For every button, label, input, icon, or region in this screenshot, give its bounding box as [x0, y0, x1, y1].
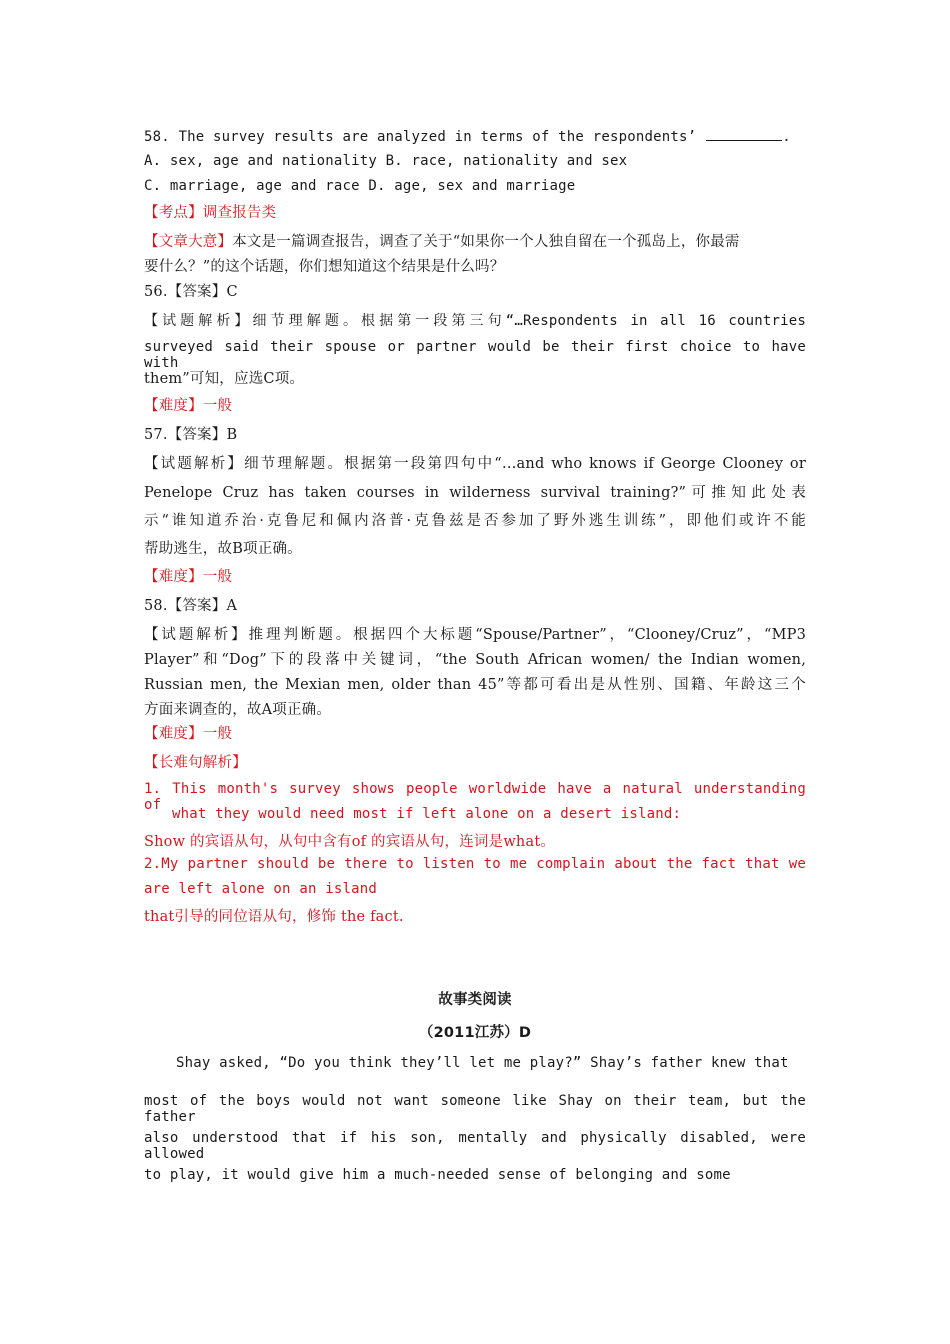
- analysis-56-line-1: 【试题解析】细节理解题。根据第一段第三句“…Respondents in all 16 countries: [144, 313, 806, 329]
- analysis-57-line-4: 帮助逃生，故B项正确。: [144, 541, 302, 557]
- story-paragraph-line-3: also understood that if his son, mentally and physically disabled, were allowed: [144, 1130, 806, 1162]
- question-58-options-row1: A. sex, age and nationality B. race, nationality and sex: [144, 153, 628, 169]
- answer-57: 57.【答案】B: [144, 427, 238, 443]
- answer-blank: [706, 128, 782, 141]
- analysis-58-line-2: Player”和“Dog”下的段落中关键词，“the South African women/ the Indian women,: [144, 652, 806, 668]
- difficulty-56: 【难度】一般: [144, 398, 233, 414]
- long-sentence-2-note: that引导的同位语从句，修饰 the fact.: [144, 909, 404, 925]
- question-58-text: 58. The survey results are analyzed in terms of the respondents’: [144, 129, 697, 145]
- summary-tag: 【文章大意】: [144, 234, 233, 250]
- analysis-58-line-1: 【试题解析】推理判断题。根据四个大标题“Spouse/Partner”，“Clooney/Cruz”，“MP3: [144, 627, 806, 643]
- summary-line-1: [144, 230, 740, 251]
- section-source: （2011江苏）D: [418, 1025, 532, 1041]
- summary-text-1: 本文是一篇调查报告，调查了关于“如果你一个人独自留在一个孤岛上，你最需: [232, 234, 740, 250]
- analysis-58-line-4: 方面来调查的，故A项正确。: [144, 702, 332, 718]
- long-sentence-2-line-1: 2.My partner should be there to listen to me complain about the fact that we: [144, 856, 806, 872]
- difficulty-57: 【难度】一般: [144, 569, 233, 585]
- story-paragraph-line-2: most of the boys would not want someone like Shay on their team, but the father: [144, 1093, 806, 1125]
- question-58-stem: [144, 128, 791, 145]
- kaodian-label: 【考点】调查报告类: [144, 205, 277, 221]
- analysis-58-line-3: Russian men, the Mexian men, older than 45”等都可看出是从性别、国籍、年龄这三个: [144, 677, 806, 693]
- long-sentence-1-line-1: 1. This month's survey shows people worldwide have a natural understanding of: [144, 781, 806, 813]
- analysis-57-line-2: Penelope Cruz has taken courses in wilderness survival training?”可推知此处表: [144, 485, 806, 501]
- question-58-options-row2: C. marriage, age and race D. age, sex and marriage: [144, 178, 576, 194]
- story-paragraph-line-4: to play, it would give him a much-needed sense of belonging and some: [144, 1167, 731, 1183]
- analysis-56-line-3: them”可知，应选C项。: [144, 371, 305, 387]
- long-sentence-1-note: Show 的宾语从句，从句中含有of 的宾语从句，连词是what。: [144, 834, 556, 850]
- section-title: 故事类阅读: [438, 992, 512, 1008]
- summary-line-2: 要什么？”的这个话题，你们想知道这个结果是什么吗？: [144, 259, 505, 275]
- long-sentence-heading: 【长难句解析】: [144, 755, 247, 771]
- answer-58: 58.【答案】A: [144, 598, 238, 614]
- long-sentence-2-line-2: are left alone on an island: [144, 881, 377, 897]
- analysis-56-line-2: surveyed said their spouse or partner would be their first choice to have with: [144, 339, 806, 371]
- difficulty-58: 【难度】一般: [144, 726, 233, 742]
- story-paragraph-line-1: Shay asked, “Do you think they’ll let me play?” Shay’s father knew that: [176, 1055, 789, 1071]
- question-58-period: .: [782, 129, 791, 145]
- analysis-57-line-1: 【试题解析】细节理解题。根据第一段第四句中“…and who knows if George Clooney or: [144, 456, 806, 472]
- analysis-57-line-3: 示“谁知道乔治·克鲁尼和佩内洛普·克鲁兹是否参加了野外逃生训练”，即他们或许不能: [144, 513, 806, 529]
- long-sentence-1-line-2: what they would need most if left alone on a desert island:: [172, 806, 682, 822]
- answer-56: 56.【答案】C: [144, 284, 238, 300]
